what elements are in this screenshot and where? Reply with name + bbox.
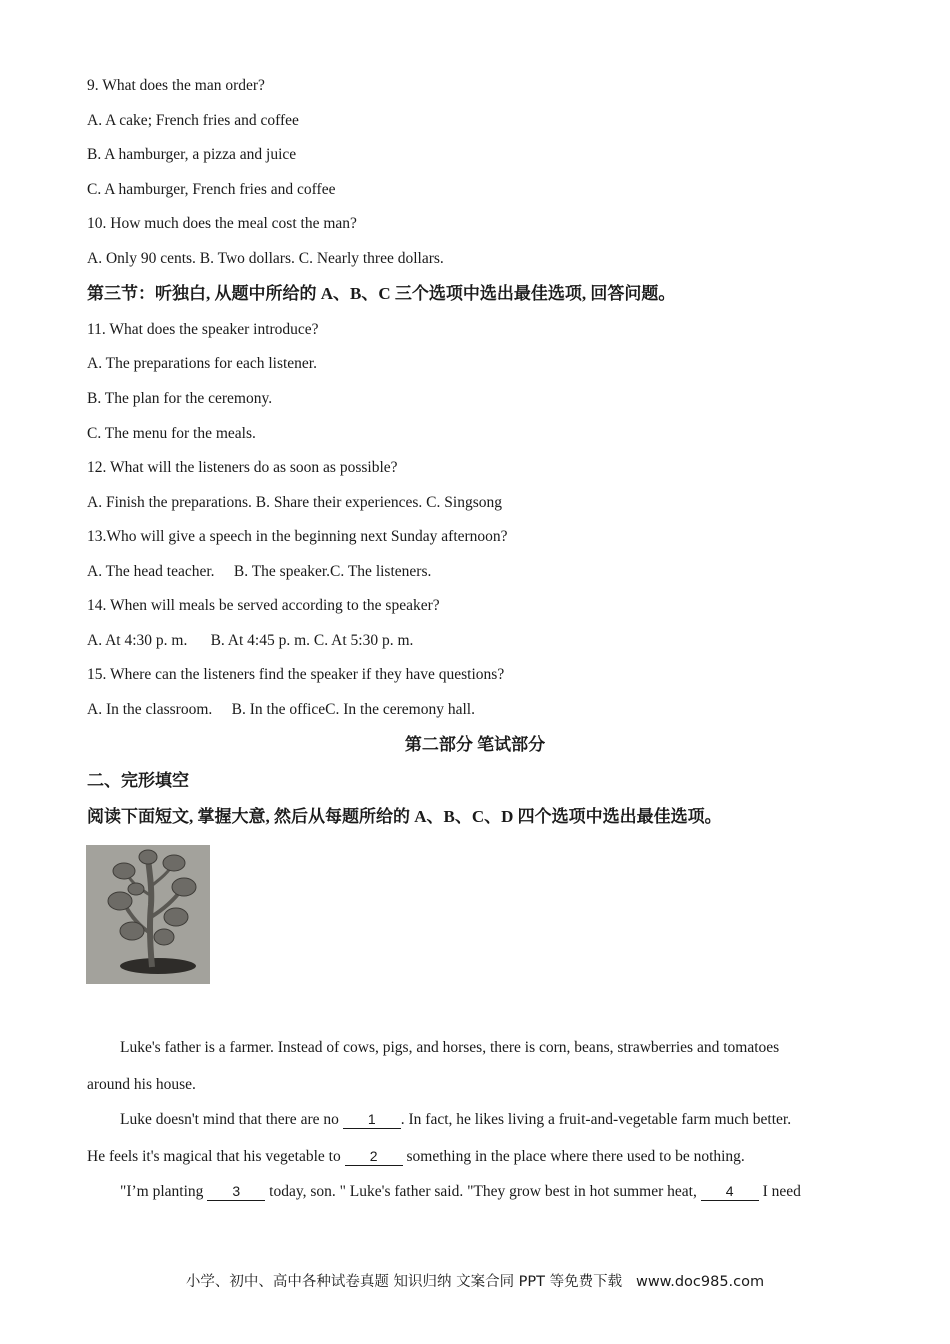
- q14-stem: 14. When will meals be served according to the speaker?: [87, 597, 440, 614]
- q10-options: A. Only 90 cents. B. Two dollars. C. Nearly three dollars.: [87, 250, 444, 267]
- q15-stem: 15. Where can the listeners find the speaker if they have questions?: [87, 666, 505, 683]
- q9-option-a: A. A cake; French fries and coffee: [87, 112, 299, 129]
- q15-options: A. In the classroom. B. In the officeC. In the ceremony hall.: [87, 701, 475, 718]
- blank-2[interactable]: 2: [345, 1148, 403, 1166]
- passage-text: today, son. " Luke's father said. "They grow best in hot summer heat,: [265, 1183, 701, 1200]
- blank-3[interactable]: 3: [207, 1183, 265, 1201]
- passage-text: "I’m planting: [120, 1183, 208, 1200]
- passage-text: Luke doesn't mind that there are no: [120, 1111, 343, 1128]
- cloze-section-title: 二、完形填空: [87, 771, 189, 790]
- q10-stem: 10. How much does the meal cost the man?: [87, 215, 357, 232]
- section3-heading: 第三节：听独白, 从题中所给的 A、B、C 三个选项中选出最佳选项, 回答问题。: [87, 284, 676, 303]
- q9-stem: 9. What does the man order?: [87, 77, 265, 94]
- q9-option-c: C. A hamburger, French fries and coffee: [87, 181, 336, 198]
- q11-option-a: A. The preparations for each listener.: [87, 355, 317, 372]
- q13-stem: 13.Who will give a speech in the beginning next Sunday afternoon?: [87, 528, 508, 545]
- blank-4[interactable]: 4: [701, 1183, 759, 1201]
- q13-options: A. The head teacher. B. The speaker.C. The listeners.: [87, 563, 432, 580]
- q9-option-b: B. A hamburger, a pizza and juice: [87, 146, 297, 163]
- passage-p1-line2: around his house.: [87, 1076, 196, 1093]
- passage-p3-line1: [120, 1182, 801, 1202]
- passage-p1-line1: Luke's father is a farmer. Instead of cows, pigs, and horses, there is corn, beans, strawberries and tomatoes: [120, 1039, 780, 1056]
- cloze-instruction: 阅读下面短文, 掌握大意, 然后从每题所给的 A、B、C、D 四个选项中选出最佳选项。: [87, 807, 722, 826]
- blank-1[interactable]: 1: [343, 1111, 401, 1129]
- part2-title: 第二部分 笔试部分: [404, 735, 546, 754]
- passage-text: I need: [758, 1183, 801, 1200]
- passage-text: He feels it's magical that his vegetable to: [87, 1148, 345, 1165]
- passage-p2-line2: [87, 1147, 745, 1167]
- passage-text: something in the place where there used to be nothing.: [402, 1148, 745, 1165]
- q11-option-b: B. The plan for the ceremony.: [87, 390, 273, 407]
- q14-options: A. At 4:30 p. m. B. At 4:45 p. m. C. At 5:30 p. m.: [87, 632, 414, 649]
- passage-text: . In fact, he likes living a fruit-and-vegetable farm much better.: [400, 1111, 792, 1128]
- q12-stem: 12. What will the listeners do as soon as possible?: [87, 459, 398, 476]
- q12-options: A. Finish the preparations. B. Share their experiences. C. Singsong: [87, 494, 502, 511]
- page-footer: 小学、初中、高中各种试卷真题 知识归纳 文案合同 PPT 等免费下载 www.doc985.com: [185, 1274, 765, 1290]
- passage-p2-line1: [120, 1110, 791, 1130]
- plant-illustration: [86, 845, 210, 984]
- q11-stem: 11. What does the speaker introduce?: [87, 321, 319, 338]
- q11-option-c: C. The menu for the meals.: [87, 425, 256, 442]
